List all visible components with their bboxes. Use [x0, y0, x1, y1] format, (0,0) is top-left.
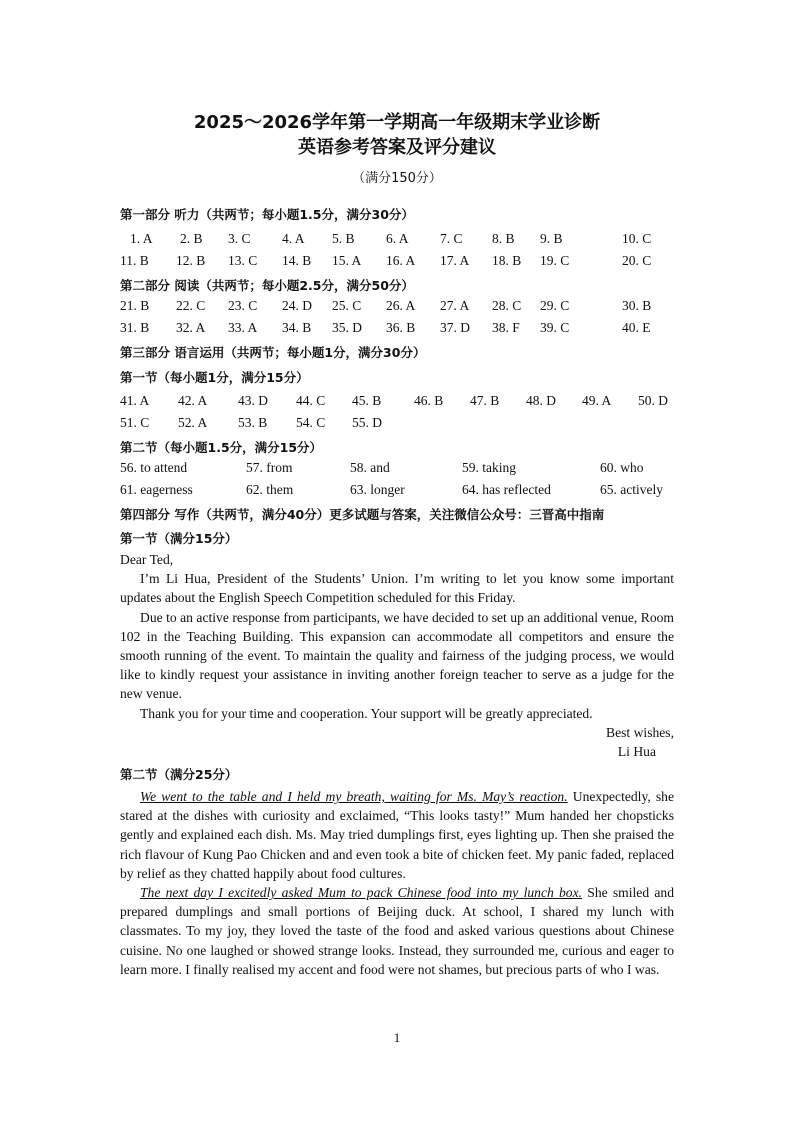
answer-item: 52. A: [178, 415, 208, 430]
letter-signature: Li Hua: [617, 744, 656, 760]
answer-item: 60. who: [600, 460, 644, 475]
answer-item: 22. C: [176, 298, 206, 313]
part2-answers-row2: [120, 320, 674, 338]
answer-item: 18. B: [492, 253, 522, 268]
answer-item: 30. B: [622, 298, 652, 313]
part4-section1-heading: 第一节（满分15分）: [120, 531, 238, 546]
answer-item: 61. eagerness: [120, 482, 193, 497]
answer-item: 3. C: [228, 231, 251, 246]
answer-item: 19. C: [540, 253, 570, 268]
answer-item: 5. B: [332, 231, 355, 246]
part3-section2-heading: 第二节（每小题1.5分，满分15分）: [120, 440, 323, 455]
letter-paragraph: I’m Li Hua, President of the Students’ Union. I’m writing to let you know some important updates about the English Speech Competition scheduled for this Friday.: [120, 571, 674, 606]
part1-answers-row2: [120, 253, 674, 271]
part2-heading: 第二部分 阅读（共两节；每小题2.5分，满分50分）: [120, 278, 414, 293]
story-lead-sentence: The next day I excitedly asked Mum to pack Chinese food into my lunch box.: [140, 885, 583, 901]
answer-item: 32. A: [176, 320, 206, 335]
part3-heading: 第三部分 语言运用（共两节；每小题1分，满分30分）: [120, 345, 426, 360]
part4-section2-heading: 第二节（满分25分）: [120, 767, 238, 782]
story-lead-sentence: We went to the table and I held my breath, waiting for Ms. May’s reaction.: [140, 789, 568, 804]
answer-item: 64. has reflected: [462, 482, 551, 497]
part4-heading: 第四部分 写作（共两节，满分40分）更多试题与答案，关注微信公众号：三晋高中指南: [120, 507, 605, 522]
page-number: 1: [393, 1030, 401, 1045]
answer-item: 9. B: [540, 231, 563, 246]
story-text: Unexpectedly, she stared at the dishes with curiosity and exclaimed, “This looks tasty!” Mum handed her chopsticks gently and explained each dish. Ms. May tried dumplings first, eyes lighting up. Then she praised the rich flavour of Kung Pao Chicken and and even took a bite of chicken feet. My panic faded, replaced by relief as they chatted happily about food cultures.: [120, 789, 675, 881]
letter-paragraph: Thank you for your time and cooperation. Your support will be greatly appreciated.: [140, 705, 593, 721]
answer-item: 56. to attend: [120, 460, 188, 475]
part3-answers-row4: [120, 482, 674, 500]
sample-letter: [120, 550, 674, 761]
answer-item: 12. B: [176, 253, 206, 268]
answer-item: 51. C: [120, 415, 150, 430]
answer-item: 58. and: [350, 460, 390, 475]
answer-item: 15. A: [332, 253, 362, 268]
answer-item: 42. A: [178, 393, 208, 408]
letter-greeting: Dear Ted,: [120, 552, 174, 567]
part3-answers-row2: [120, 415, 674, 433]
answer-item: 27. A: [440, 298, 470, 313]
answer-item: 55. D: [352, 415, 382, 430]
answer-item: 48. D: [526, 393, 556, 408]
full-marks-note: （满分150分）: [352, 171, 442, 186]
answer-item: 49. A: [582, 393, 612, 408]
answer-item: 39. C: [540, 320, 570, 335]
answer-item: 14. B: [282, 253, 312, 268]
answer-item: 57. from: [246, 460, 293, 475]
answer-item: 59. taking: [462, 460, 516, 475]
answer-item: 4. A: [282, 231, 305, 246]
answer-item: 50. D: [638, 393, 668, 408]
answer-item: 35. D: [332, 320, 362, 335]
story-paragraph: [120, 883, 674, 979]
letter-paragraph: Due to an active response from participants, we have decided to set up an additional venue, Room 102 in the Teaching Building. This expansion can accommodate all competitors and ensure the smooth running of the event. To maintain the quality and fairness of the judging process, we would like to kindly request your assistance in inviting another foreign teacher to serve as a judge for the new venue.: [120, 609, 674, 702]
part3-section1-heading: 第一节（每小题1分，满分15分）: [120, 370, 309, 385]
part1-answers-row1: [120, 231, 674, 249]
answer-item: 20. C: [622, 253, 652, 268]
answer-item: 17. A: [440, 253, 470, 268]
answer-item: 29. C: [540, 298, 570, 313]
answer-item: 8. B: [492, 231, 515, 246]
answer-item: 31. B: [120, 320, 150, 335]
answer-item: 65. actively: [600, 482, 663, 497]
answer-item: 34. B: [282, 320, 312, 335]
answer-item: 36. B: [386, 320, 416, 335]
answer-item: 38. F: [492, 320, 520, 335]
answer-item: 1. A: [130, 231, 153, 246]
answer-item: 47. B: [470, 393, 500, 408]
letter-closing: Best wishes,: [606, 724, 674, 740]
story-paragraph: [120, 787, 674, 883]
answer-item: 21. B: [120, 298, 150, 313]
answer-item: 53. B: [238, 415, 268, 430]
answer-item: 44. C: [296, 393, 326, 408]
part3-answers-row3: [120, 460, 674, 478]
part3-answers-row1: [120, 393, 674, 411]
story-text: She smiled and prepared dumplings and small portions of Beijing duck. At school, I shared my lunch with classmates. To my joy, they loved the taste of the food and asked various questions about Chinese cuisine. No one laughed or showed strange looks. Instead, they surrounded me, curious and eager to learn more. I finally realised my accent and food were not shames, but precious parts of who I was.: [120, 885, 674, 977]
answer-item: 46. B: [414, 393, 444, 408]
answer-item: 40. E: [622, 320, 651, 335]
answer-item: 10. C: [622, 231, 652, 246]
answer-item: 41. A: [120, 393, 150, 408]
answer-item: 7. C: [440, 231, 463, 246]
page-subtitle: 英语参考答案及评分建议: [298, 137, 496, 158]
answer-item: 11. B: [120, 253, 149, 268]
answer-item: 24. D: [282, 298, 312, 313]
answer-item: 43. D: [238, 393, 268, 408]
answer-item: 2. B: [180, 231, 203, 246]
page-title: 2025～2026学年第一学期高一年级期末学业诊断: [193, 112, 601, 133]
answer-item: 37. D: [440, 320, 470, 335]
answer-item: 6. A: [386, 231, 409, 246]
answer-item: 16. A: [386, 253, 416, 268]
part1-heading: 第一部分 听力（共两节；每小题1.5分，满分30分）: [120, 207, 414, 222]
answer-item: 45. B: [352, 393, 382, 408]
sample-story: [120, 787, 674, 979]
answer-item: 26. A: [386, 298, 416, 313]
answer-item: 62. them: [246, 482, 294, 497]
answer-item: 63. longer: [350, 482, 405, 497]
part2-answers-row1: [120, 298, 674, 316]
answer-item: 25. C: [332, 298, 362, 313]
answer-item: 54. C: [296, 415, 326, 430]
answer-item: 13. C: [228, 253, 258, 268]
answer-item: 23. C: [228, 298, 258, 313]
answer-item: 33. A: [228, 320, 258, 335]
answer-item: 28. C: [492, 298, 522, 313]
